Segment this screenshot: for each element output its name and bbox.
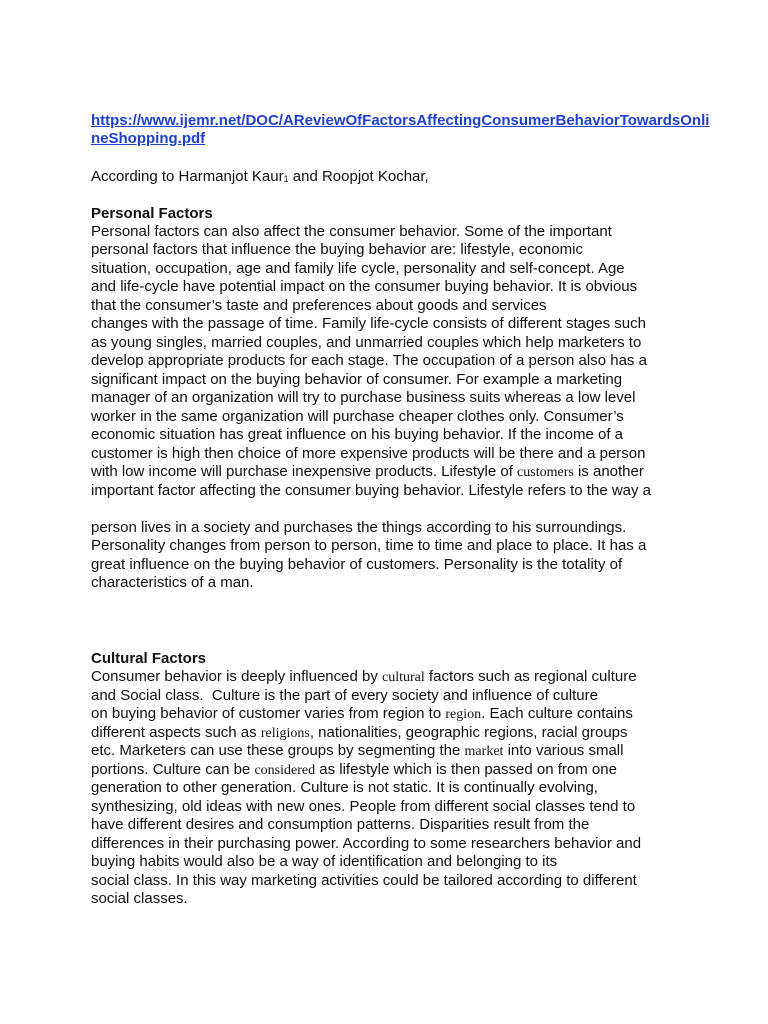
- personal-line: person lives in a society and purchases the things according to his surroundings.: [91, 519, 627, 536]
- cultural-line: [91, 761, 617, 780]
- attribution-suffix: and Roopjot Kochar,: [288, 168, 429, 185]
- personal-line: [91, 463, 644, 482]
- personal-line: personal factors that influence the buying behavior are: lifestyle, economic: [91, 241, 583, 258]
- text-run-serif: cultural: [382, 670, 425, 685]
- text-run-serif: considered: [254, 763, 316, 778]
- personal-line: great influence on the buying behavior of customers. Personality is the totality of: [91, 556, 623, 573]
- text-run-serif: market: [464, 744, 504, 759]
- personal-line: changes with the passage of time. Family life-cycle consists of different stages such: [91, 315, 646, 332]
- cultural-line: differences in their purchasing power. According to some researchers behavior and: [91, 835, 642, 852]
- text-run: different aspects such as: [91, 724, 261, 741]
- personal-line: that the consumer’s taste and preferences about goods and services: [91, 297, 547, 314]
- source-link[interactable]: https://www.ijemr.net/DOC/AReviewOfFactorsAffectingConsumerBehaviorTowardsOnlineShopping.pdf: [91, 112, 710, 147]
- cultural-line: synthesizing, old ideas with new ones. People from different social classes tend to: [91, 798, 636, 815]
- text-run: as lifestyle which is then passed on from one: [315, 761, 617, 778]
- cultural-line: social classes.: [91, 890, 188, 907]
- personal-line: Personality changes from person to person, time to time and place to place. It has a: [91, 537, 647, 554]
- text-run-serif: religions: [260, 726, 310, 741]
- cultural-line: [91, 705, 633, 724]
- text-run: . Each culture contains: [481, 705, 633, 722]
- text-run: on buying behavior of customer varies from region to: [91, 705, 446, 722]
- cultural-line: buying habits would also be a way of identification and belonging to its: [91, 853, 558, 870]
- personal-line: characteristics of a man.: [91, 574, 254, 591]
- cultural-line: and Social class. Culture is the part of every society and influence of culture: [91, 687, 598, 704]
- text-run: etc. Marketers can use these groups by segmenting the: [91, 742, 465, 759]
- attribution-subscript: 1: [283, 174, 289, 184]
- text-run: portions. Culture can be: [91, 761, 255, 778]
- text-run: , nationalities, geographic regions, racial groups: [309, 724, 628, 741]
- personal-factors-heading: Personal Factors: [91, 205, 213, 222]
- personal-line: develop appropriate products for each stage. The occupation of a person also has a: [91, 352, 647, 369]
- text-run-serif: region: [445, 707, 482, 722]
- personal-line: and life-cycle have potential impact on the consumer buying behavior. It is obvious: [91, 278, 638, 295]
- personal-line: important factor affecting the consumer buying behavior. Lifestyle refers to the way a: [91, 482, 652, 499]
- text-run: Consumer behavior is deeply influenced by: [91, 668, 382, 685]
- personal-line: as young singles, married couples, and unmarried couples which help marketers to: [91, 334, 642, 351]
- cultural-factors-heading: Cultural Factors: [91, 650, 207, 667]
- personal-line: significant impact on the buying behavior of consumer. For example a marketing: [91, 371, 623, 388]
- text-run-serif: customers: [517, 465, 574, 480]
- personal-line: manager of an organization will try to purchase business suits whereas a low level: [91, 389, 636, 406]
- attribution-text: [91, 168, 429, 188]
- cultural-line: [91, 742, 623, 761]
- personal-line: economic situation has great influence on his buying behavior. If the income of a: [91, 426, 623, 443]
- cultural-line: social class. In this way marketing activities could be tailored according to different: [91, 872, 637, 889]
- text-run: into various small: [503, 742, 624, 759]
- personal-line: Personal factors can also affect the consumer behavior. Some of the important: [91, 223, 612, 240]
- text-run: factors such as regional culture: [424, 668, 637, 685]
- cultural-line: generation to other generation. Culture is not static. It is continually evolving,: [91, 779, 598, 796]
- text-run: is another: [573, 463, 644, 480]
- attribution-prefix: According to Harmanjot Kaur: [91, 168, 284, 185]
- cultural-line: [91, 724, 628, 743]
- cultural-line: have different desires and consumption patterns. Disparities result from the: [91, 816, 590, 833]
- text-run: with low income will purchase inexpensive products. Lifestyle of: [91, 463, 518, 480]
- personal-line: situation, occupation, age and family life cycle, personality and self-concept. Age: [91, 260, 625, 277]
- personal-line: worker in the same organization will purchase cheaper clothes only. Consumer’s: [91, 408, 624, 425]
- personal-line: customer is high then choice of more expensive products will be there and a person: [91, 445, 646, 462]
- cultural-line: [91, 668, 637, 687]
